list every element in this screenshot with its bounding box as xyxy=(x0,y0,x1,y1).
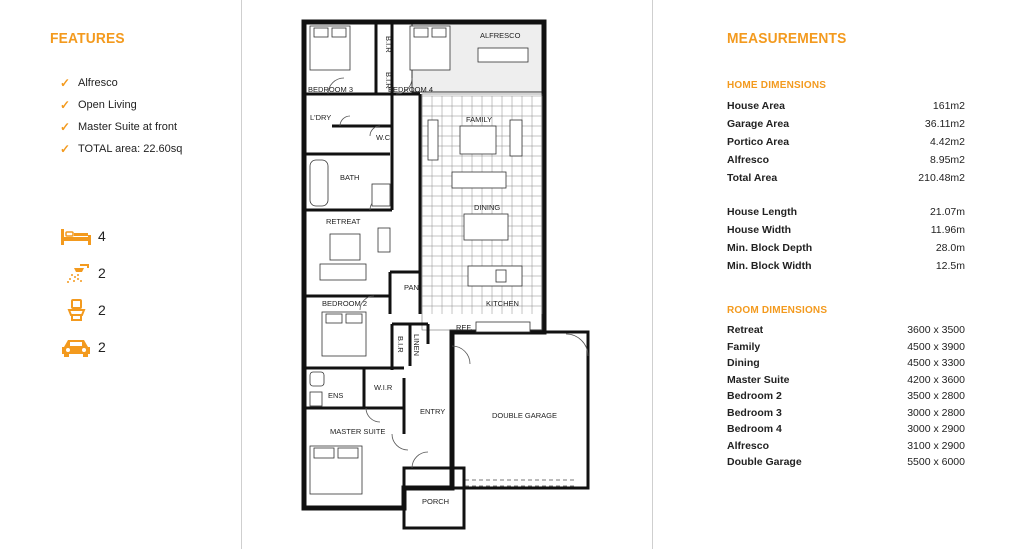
measurement-label: Family xyxy=(727,340,761,353)
measurement-label: House Area xyxy=(727,100,785,112)
bed-icon xyxy=(60,225,98,247)
measurement-label: Garage Area xyxy=(727,118,790,130)
measurement-row xyxy=(727,136,965,148)
label-family: FAMILY xyxy=(466,115,493,124)
label-double-garage: DOUBLE GARAGE xyxy=(492,411,558,420)
measurement-value: 3100 x 2900 xyxy=(907,439,965,452)
measurement-label: Alfresco xyxy=(727,154,770,166)
label-ldry: L'DRY xyxy=(310,113,332,122)
measurement-row xyxy=(727,390,965,402)
measurement-label: Total Area xyxy=(727,172,778,184)
label-bir-1: B.I.R xyxy=(384,36,393,53)
check-icon: ✓ xyxy=(60,142,71,156)
measurement-label: Min. Block Width xyxy=(727,260,812,272)
label-entry: ENTRY xyxy=(420,407,446,416)
label-wir: W.I.R xyxy=(374,383,393,392)
measurement-label: House Width xyxy=(727,224,792,236)
measurement-value: 4200 x 3600 xyxy=(907,373,965,386)
measurement-label: Dining xyxy=(727,357,760,369)
room-dimensions-title: ROOM DIMENSIONS xyxy=(727,305,828,316)
measurement-value: 11.96m xyxy=(930,224,965,236)
label-dining: DINING xyxy=(474,203,501,212)
measurement-label: House Length xyxy=(727,206,797,218)
label-porch: PORCH xyxy=(422,497,450,506)
label-master-suite: MASTER SUITE xyxy=(330,427,386,436)
home-dimensions-title: HOME DIMENSIONS xyxy=(727,80,827,91)
measurement-value: 210.48m2 xyxy=(918,172,965,184)
label-pan: PAN xyxy=(404,283,419,292)
feature-item: ✓ Open Living xyxy=(60,98,137,112)
measurement-label: Master Suite xyxy=(727,373,790,386)
measurement-label: Double Garage xyxy=(727,456,802,468)
measurement-value: 4500 x 3900 xyxy=(907,340,965,353)
measurement-value: 5500 x 6000 xyxy=(907,456,965,468)
measurement-label: Bedroom 2 xyxy=(727,390,782,402)
feature-item: ✓ Alfresco xyxy=(60,76,118,90)
measurement-value: 3500 x 2800 xyxy=(907,390,965,402)
label-linen: LINEN xyxy=(412,334,421,357)
garage-count: 2 xyxy=(98,339,106,355)
label-bir-3: B.I.R xyxy=(396,336,405,353)
measurement-row xyxy=(727,100,965,112)
label-retreat: RETREAT xyxy=(326,217,361,226)
label-ref: REF. xyxy=(456,323,473,332)
measurement-value: 4500 x 3300 xyxy=(907,357,965,369)
measurement-row xyxy=(727,118,965,130)
measurement-label: Portico Area xyxy=(727,136,790,148)
feature-item: ✓ Master Suite at front xyxy=(60,120,178,134)
bathrooms-count: 2 xyxy=(98,265,106,281)
measurement-row xyxy=(727,206,965,218)
measurement-row xyxy=(727,341,965,353)
measurement-row xyxy=(727,242,965,254)
measurement-row xyxy=(727,374,965,386)
toilets-stat xyxy=(60,299,106,321)
garage-outline xyxy=(452,332,588,488)
floor-plan xyxy=(300,14,610,534)
label-kitchen: KITCHEN xyxy=(486,299,519,308)
car-icon xyxy=(60,336,98,358)
label-ens: ENS xyxy=(328,391,344,400)
measurement-value: 36.11m2 xyxy=(924,118,965,130)
measurement-label: Min. Block Depth xyxy=(727,242,813,254)
measurement-label: Bedroom 3 xyxy=(727,406,782,419)
bedrooms-stat xyxy=(60,225,106,247)
measurements-title: MEASUREMENTS xyxy=(727,30,847,47)
measurement-value: 21.07m xyxy=(929,206,965,218)
label-bir-2: B.I.R xyxy=(384,72,393,89)
check-icon: ✓ xyxy=(60,76,71,90)
label-bedroom-2: BEDROOM 2 xyxy=(322,299,368,308)
measurement-value: 4.42m2 xyxy=(929,136,965,148)
right-divider xyxy=(652,0,653,549)
label-alfresco: ALFRESCO xyxy=(480,31,521,40)
left-divider xyxy=(241,0,242,549)
measurement-value: 3600 x 3500 xyxy=(907,324,965,336)
toilet-icon xyxy=(60,299,98,321)
measurement-row xyxy=(727,423,965,435)
measurement-label: Alfresco xyxy=(727,439,770,452)
label-bedroom-3: BEDROOM 3 xyxy=(308,85,354,94)
shower-icon xyxy=(60,262,98,284)
garage-stat xyxy=(60,336,106,358)
measurement-value: 8.95m2 xyxy=(929,154,965,166)
feature-item: ✓ TOTAL area: 22.60sq xyxy=(60,142,183,156)
features-list xyxy=(60,72,182,160)
measurement-row xyxy=(727,440,965,452)
measurement-row xyxy=(727,260,965,272)
bedrooms-count: 4 xyxy=(98,228,106,244)
features-title: FEATURES xyxy=(50,30,125,47)
measurement-label: Bedroom 4 xyxy=(727,423,782,435)
measurement-row xyxy=(727,407,965,419)
check-icon: ✓ xyxy=(60,120,71,134)
measurement-row xyxy=(727,224,965,236)
measurement-label: Retreat xyxy=(727,324,764,336)
check-icon: ✓ xyxy=(60,98,71,112)
measurement-value: 12.5m xyxy=(935,260,965,272)
measurement-value: 3000 x 2800 xyxy=(907,406,965,419)
measurement-row xyxy=(727,357,965,369)
measurement-row xyxy=(727,324,965,336)
label-wc: W.C xyxy=(376,133,391,142)
measurement-value: 28.0m xyxy=(935,242,965,254)
label-bedroom-4: BEDROOM 4 xyxy=(388,85,434,94)
measurement-row xyxy=(727,172,965,184)
measurement-value: 3000 x 2900 xyxy=(907,423,965,435)
measurement-row xyxy=(727,456,965,468)
measurement-value: 161m2 xyxy=(932,100,965,112)
toilets-count: 2 xyxy=(98,302,106,318)
bathrooms-stat xyxy=(60,262,106,284)
measurement-row xyxy=(727,154,965,166)
label-bath: BATH xyxy=(340,173,360,182)
